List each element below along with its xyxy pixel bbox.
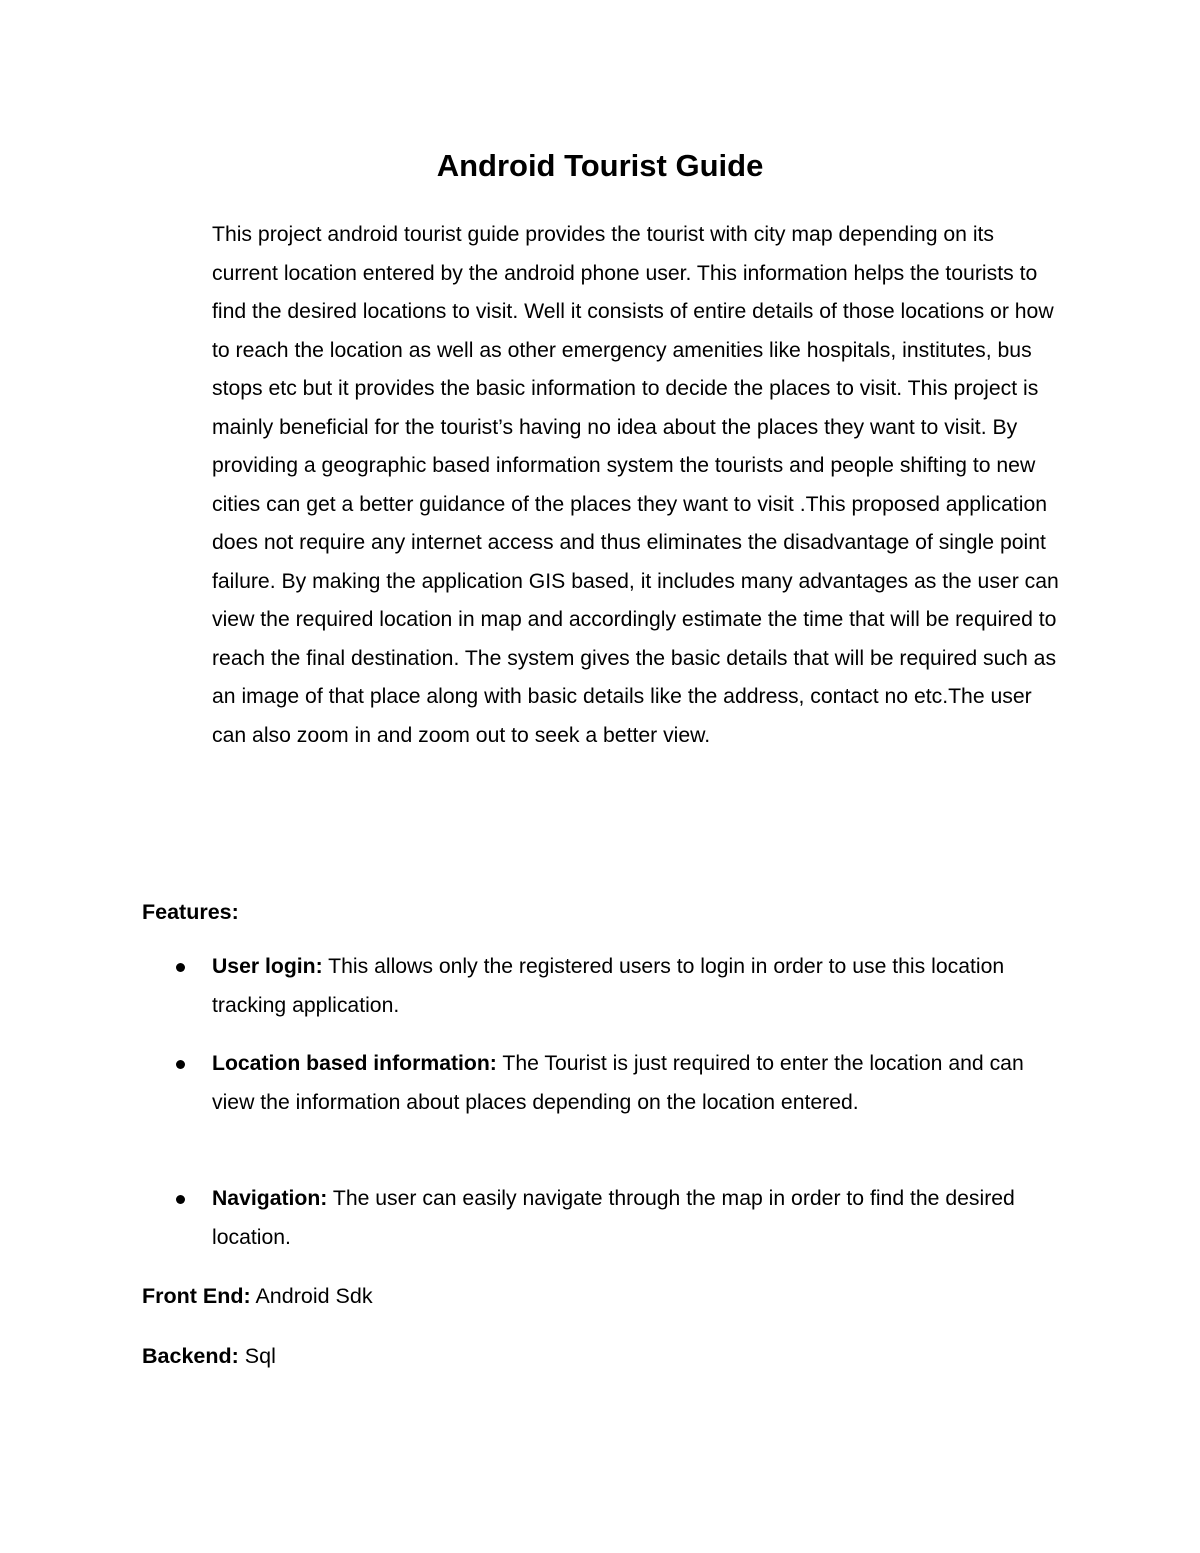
backend-value: Sql — [238, 1344, 276, 1368]
intro-paragraph: This project android tourist guide provides the tourist with city map depending on its current location entered by the android phone user. This information helps the tourists to find the desired locations to visit. Well it consists of entire details of those locations or how to reach the location as well as other emergency amenities like hospitals, institutes, bus stops etc but it provides the basic information to decide the places to visit. This project is mainly beneficial for the tourist’s having no idea about the places they want to visit. By providing a geographic based information system the tourists and people shifting to new cities can get a better guidance of the places they want to visit .This proposed application does not require any internet access and thus eliminates the disadvantage of single point failure. By making the application GIS based, it includes many advantages as the user can view the required location in map and accordingly estimate the time that will be required to reach the final destination. The system gives the basic details that will be required such as an image of that place along with basic details like the address, contact no etc.The user can also zoom in and zoom out to seek a better view. — [212, 223, 1059, 747]
features-heading: Features: — [142, 900, 239, 924]
backend-line — [142, 1337, 276, 1375]
bullet-icon — [176, 963, 185, 972]
front-end-label: Front End: — [142, 1284, 251, 1308]
feature-text: This allows only the registered users to login in order to use this location tracking application. — [212, 955, 1005, 1017]
feature-text: The Tourist is just required to enter the location and can view the information about places depending on the location entered. — [212, 1052, 1024, 1114]
feature-item-location-info — [212, 1045, 1062, 1122]
front-end-value: Android Sdk — [250, 1284, 373, 1308]
front-end-line — [142, 1277, 373, 1315]
feature-item-navigation — [212, 1180, 1062, 1257]
feature-label: Navigation: — [212, 1187, 328, 1210]
bullet-icon — [176, 1195, 185, 1204]
feature-label: User login: — [212, 955, 323, 978]
bullet-icon — [176, 1060, 185, 1069]
backend-label: Backend: — [142, 1344, 239, 1368]
feature-item-user-login — [212, 948, 1062, 1025]
feature-label: Location based information: — [212, 1052, 497, 1075]
feature-text: The user can easily navigate through the map in order to find the desired location. — [212, 1187, 1015, 1249]
page-title: Android Tourist Guide — [436, 148, 764, 183]
